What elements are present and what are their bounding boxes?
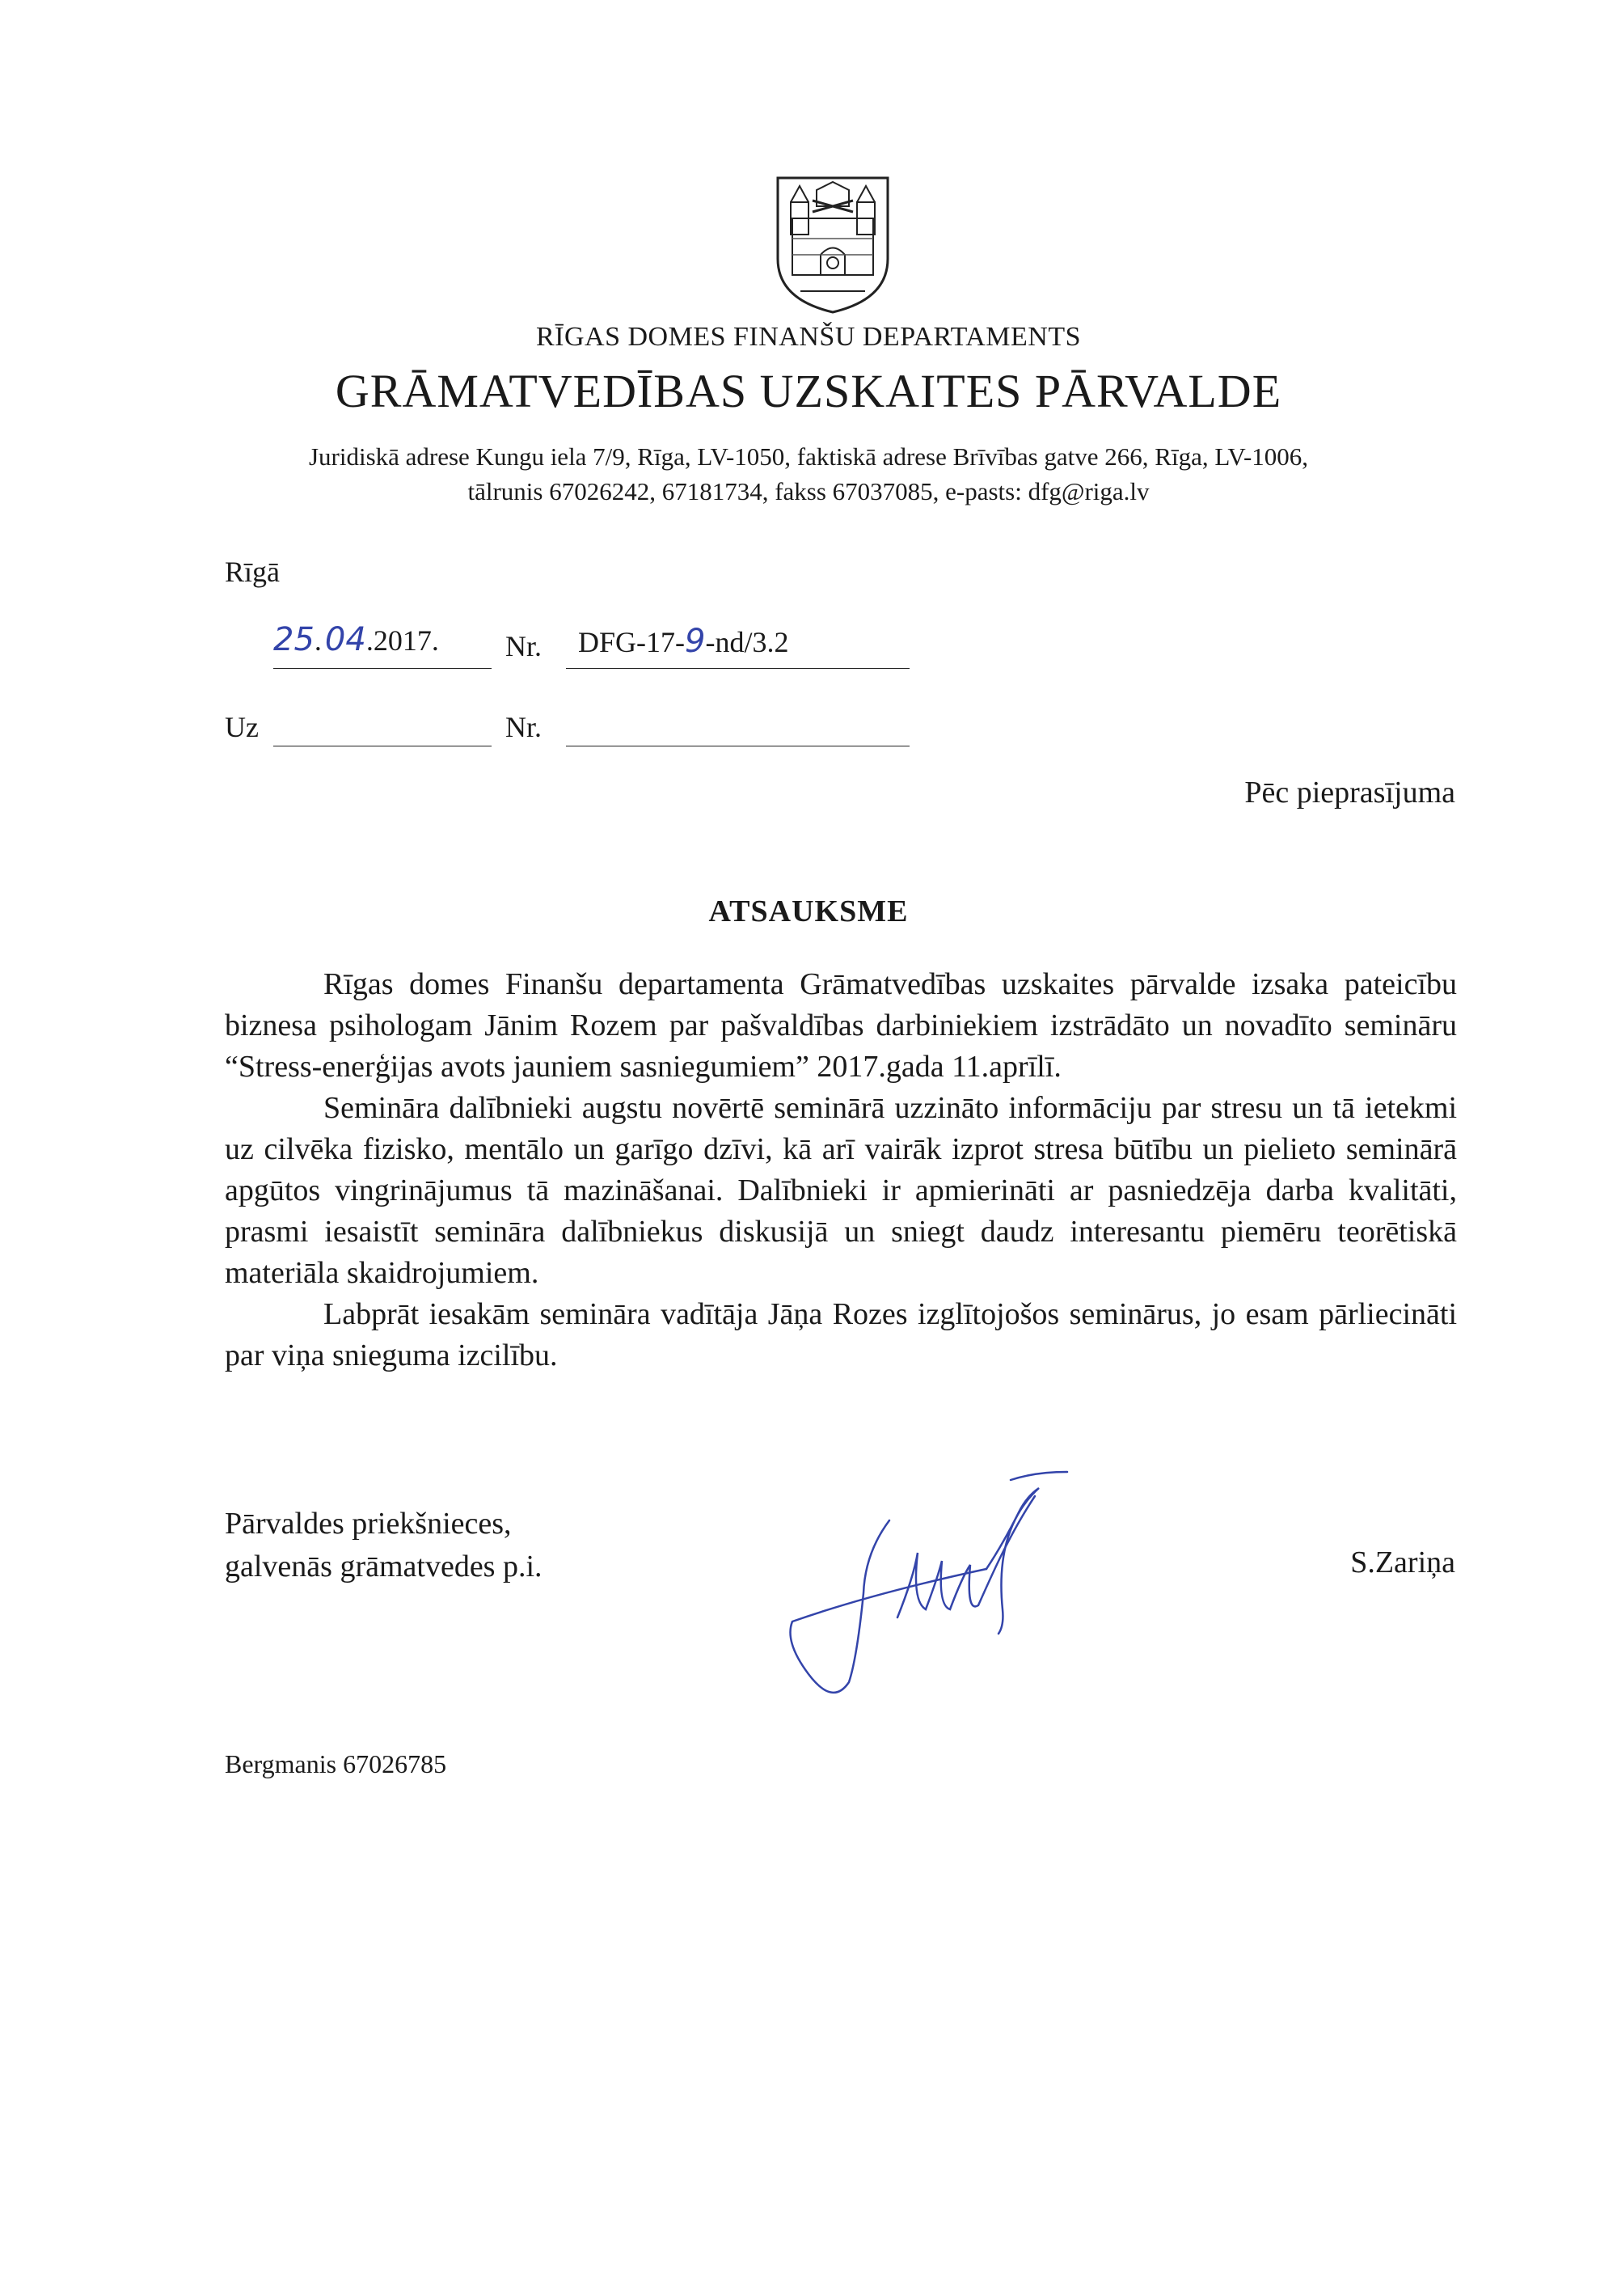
document-number — [578, 623, 788, 660]
date-separator: . — [314, 624, 322, 657]
paragraph-2: Semināra dalībnieki augstu novērtē seminārā uzzināto informāciju par stresu un tā ietekmi uz cilvēka fizisko, mentālo un garīgo dzīvi, kā arī vairāk izprot stresa būtību un pielieto seminārā apgūtos vingrinājumus tā mazināšanai. Dalībnieki ir apmierināti ar pasniedzēja darba kvalitāti, prasmi iesaistīt semināra dalībniekus diskusijā un sniegt daudz interesantu piemēru teorētiskā materiāla skaidrojumiem. — [225, 1091, 1457, 1290]
handwritten-signature-icon — [776, 1464, 1132, 1706]
date-day: 25 — [273, 621, 315, 658]
nr-handwritten: 9 — [685, 623, 706, 660]
request-note: Pēc pieprasījuma — [1244, 776, 1455, 810]
address-line-1: Juridiskā adrese Kungu iela 7/9, Rīga, LV-1050, faktiskā adrese Brīvības gatve 266, Rīga, LV-1006, — [308, 442, 1309, 471]
date-year: .2017. — [365, 624, 439, 657]
signatory-name: S.Zariņa — [1350, 1545, 1455, 1579]
riga-coat-of-arms-icon — [768, 162, 897, 315]
position-line-2: galvenās grāmatvedes p.i. — [225, 1550, 543, 1584]
uz-label: Uz — [225, 711, 259, 743]
nr-suffix: -nd/3.2 — [705, 626, 789, 658]
paragraph-3: Labprāt iesakām semināra vadītāja Jāņa Rozes izglītojošos seminārus, jo esam pārliecināti par viņa snieguma izcilību. — [225, 1297, 1457, 1372]
nr-label: Nr. — [505, 630, 542, 662]
nr-prefix: DFG-17- — [578, 626, 685, 658]
date-field — [273, 621, 439, 658]
date-underline — [273, 668, 492, 669]
date-month: 04 — [324, 621, 366, 658]
document-title: ATSAUKSME — [708, 894, 909, 928]
department-name: RĪGAS DOMES FINANŠU DEPARTAMENTS — [535, 322, 1082, 352]
office-name: GRĀMATVEDĪBAS UZSKAITES PĀRVALDE — [335, 365, 1282, 417]
paragraph-1: Rīgas domes Finanšu departamenta Grāmatvedības uzskaites pārvalde izsaka pateicību biznesa psihologam Jānim Rozem par pašvaldības darbiniekiem izstrādāto un novadīto semināru “Stress-enerģijas avots jauniem sasniegumiem” 2017.gada 11.aprīlī. — [225, 967, 1457, 1084]
letter-body — [225, 964, 1457, 1376]
uz-nr-label: Nr. — [505, 711, 542, 743]
nr-underline — [566, 668, 910, 669]
position-line-1: Pārvaldes priekšnieces, — [225, 1507, 512, 1541]
contact-person: Bergmanis 67026785 — [225, 1749, 447, 1778]
signatory-position — [225, 1503, 543, 1588]
address-line-2: tālrunis 67026242, 67181734, fakss 67037085, e-pasts: dfg@riga.lv — [467, 477, 1150, 505]
city: Rīgā — [225, 556, 280, 588]
